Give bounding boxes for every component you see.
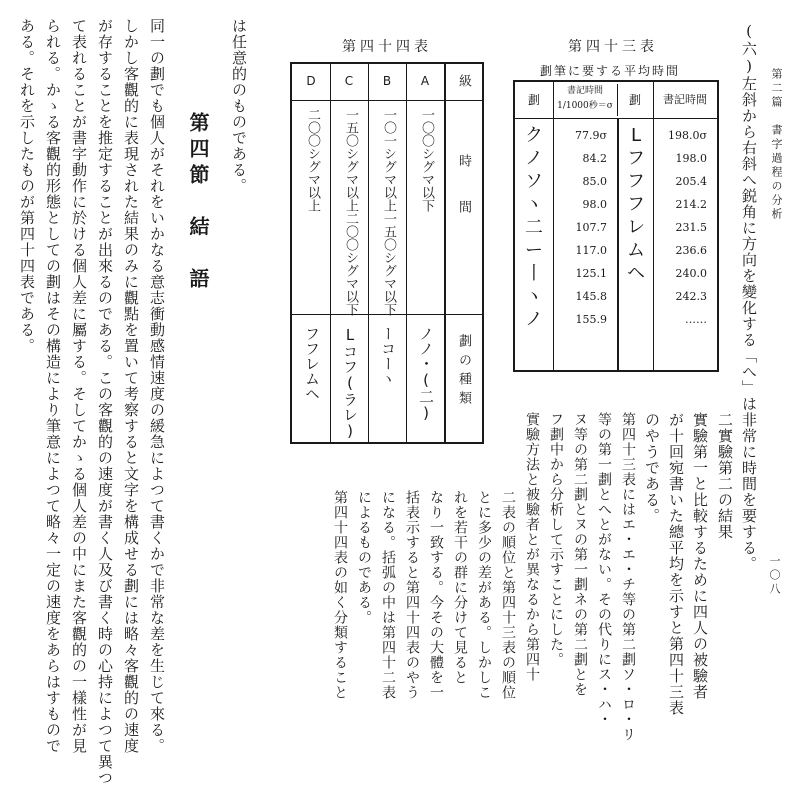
table44-grade-b: B bbox=[382, 74, 392, 88]
right-text-9: フ劃中から分析して示すことにした。 bbox=[548, 412, 564, 667]
right-text-2: 二實驗第二の結果 bbox=[716, 412, 734, 540]
table43-value: 240.0 bbox=[675, 267, 707, 280]
right-text-12: とに多少の差がある。しかしこ bbox=[476, 490, 492, 700]
right-text-5: のやうである。 bbox=[643, 412, 661, 524]
table43-value: 85.0 bbox=[582, 175, 607, 188]
table43-stroke: ム bbox=[627, 240, 645, 261]
table43-left-glyphs bbox=[515, 124, 553, 331]
table43-value: 98.0 bbox=[582, 198, 607, 211]
table44-grade-d: D bbox=[306, 74, 316, 88]
table44-time-d: 二〇〇シグマ以上 bbox=[305, 108, 320, 212]
table43-stroke: 丨 bbox=[525, 263, 543, 284]
table43-stroke: ク bbox=[525, 125, 543, 146]
right-text-1: (六)左斜から右斜へ鋭角に方向を變化する「へ」は非常に時間を要する。 bbox=[740, 22, 758, 572]
table44-time-c: 一五〇シグマ以上二〇〇シグマ以下 bbox=[343, 108, 358, 316]
table43-stroke: フ bbox=[627, 148, 645, 169]
table43-value: 84.2 bbox=[582, 152, 607, 165]
table43-value: 214.2 bbox=[675, 198, 707, 211]
table43-value: 107.7 bbox=[575, 221, 607, 234]
right-text-13: れを若干の群に分けて見ると bbox=[452, 490, 468, 685]
table43-stroke: フ bbox=[627, 194, 645, 215]
table44-grade-a: A bbox=[420, 74, 430, 88]
table44-kind-a: ノノ・(二) bbox=[417, 326, 435, 422]
table43-value: 125.1 bbox=[575, 267, 607, 280]
table43-value: …… bbox=[685, 313, 707, 326]
table43-value: 117.0 bbox=[575, 244, 607, 257]
table43-stroke: ヽ bbox=[525, 194, 543, 215]
table43-stroke: フ bbox=[627, 171, 645, 192]
table43-stroke: ー bbox=[525, 240, 543, 261]
table44-time-b: 一〇一シグマ以上一五〇シグマ以下 bbox=[381, 108, 396, 316]
left-text-6: ある。それを示したものが第四十四表である。 bbox=[18, 18, 36, 354]
table43-h4: 書記時間 bbox=[663, 93, 707, 106]
table43-h3: 劃 bbox=[617, 82, 654, 118]
left-text-4: て表れることが書字動作に於ける個人差に屬する。そしてかゝる個人差の中にまた客觀的の一樣性が見 bbox=[70, 18, 88, 754]
right-text-15: 括表示すると第四十四表のやう bbox=[404, 490, 420, 700]
table43-stroke: レ bbox=[627, 217, 645, 238]
table43-value: 236.6 bbox=[675, 244, 707, 257]
table44-title: 第四十四表 bbox=[342, 39, 432, 55]
table43-value: 77.9σ bbox=[574, 129, 607, 142]
table44-kind-b: ーコーヽ bbox=[379, 326, 397, 386]
table43-h2 bbox=[553, 84, 618, 116]
mid-text: は任意的のものである。 bbox=[230, 18, 248, 194]
table44-h-grade: 級 bbox=[456, 74, 471, 87]
table44-kind-c: Lコフ(ラレ) bbox=[341, 326, 359, 440]
table43-stroke: ヘ bbox=[627, 263, 645, 284]
table43-stroke: ソ bbox=[525, 171, 543, 192]
table43-right-values bbox=[653, 124, 717, 331]
table43-right-glyphs bbox=[619, 124, 653, 331]
right-text-6: 第四十三表にはエ・エ・チ等の第二劃ソ・ロ・リ bbox=[620, 412, 636, 742]
table44-kind-d: フフレムヘ bbox=[303, 326, 321, 401]
table43-value: 205.4 bbox=[675, 175, 707, 188]
running-header: 第二篇 書字過程の分析 bbox=[770, 68, 783, 222]
table44-h-kind: 劃の種類 bbox=[456, 334, 471, 410]
left-text-5: られる。かゝる客觀的形態としての劃はその構造により筆意によつて略々一定の速度をあらはすもので bbox=[44, 18, 62, 754]
right-text-7: 等の第一劃とへとがない。その代りにス・ハ・ bbox=[596, 412, 612, 727]
right-text-14: なり一致する。今その大體を一 bbox=[428, 490, 444, 700]
right-text-10: 實驗方法と被驗者とが異なるから第四十 bbox=[524, 412, 540, 682]
right-text-18: 第四十四表の如く分類すること bbox=[332, 490, 348, 700]
table43-value: 198.0σ bbox=[668, 129, 707, 142]
table43-value: 155.9 bbox=[575, 313, 607, 326]
left-text-2: しかし客觀的に表現された結果のみに觀點を置いて考察すると文字を構成せる劃には略々客觀的の速度 bbox=[122, 18, 140, 754]
table43-stroke bbox=[619, 308, 653, 331]
right-text-17: によるものである。 bbox=[356, 490, 372, 625]
table43-stroke: ヽ bbox=[525, 286, 543, 307]
table43-stroke: L bbox=[630, 125, 642, 146]
right-text-16: になる。括弧の中は第四十二表 bbox=[380, 490, 396, 700]
right-text-3: 實驗第一と比較するために四人の被驗者 bbox=[691, 412, 709, 700]
left-text-3: が存することを推定することが出來るのである。この客觀的の速度が書く人及び書く時の心持によつて異つ bbox=[96, 18, 114, 786]
table43-subtitle: 劃筆に要する平均時間 bbox=[540, 64, 681, 78]
table43-stroke: ノ bbox=[525, 148, 543, 169]
table43 bbox=[513, 80, 719, 372]
right-text-8: ヌ等の第二劃とヌの第一劃ネの第二劃とを bbox=[572, 412, 588, 697]
table44 bbox=[290, 62, 484, 444]
table44-time-a: 一〇〇シグマ以下 bbox=[419, 108, 434, 212]
table43-value: 242.3 bbox=[675, 290, 707, 303]
table43-stroke bbox=[619, 285, 653, 308]
table44-h-time: 時 間 bbox=[456, 154, 471, 223]
page-number: 一〇八 bbox=[768, 555, 781, 597]
right-text-11: 二表の順位と第四十三表の順位 bbox=[500, 490, 516, 700]
table43-title: 第四十三表 bbox=[568, 39, 658, 55]
table44-grade-c: C bbox=[344, 74, 354, 88]
left-text-1: 同一の劃でも個人がそれをいかなる意志衝動感情速度の緩急によつて書くかで非常な差を生じて來る。 bbox=[148, 18, 166, 754]
right-text-4: が十回宛書いた總平均を示すと第四十三表 bbox=[667, 412, 685, 716]
table43-stroke: ノ bbox=[525, 309, 543, 330]
table43-left-values bbox=[553, 124, 617, 331]
table43-stroke: 二 bbox=[525, 217, 543, 238]
table43-value: 231.5 bbox=[675, 221, 707, 234]
section-title: 第四節 結 語 bbox=[186, 112, 210, 294]
table43-value: 198.0 bbox=[675, 152, 707, 165]
table43-value: 145.8 bbox=[575, 290, 607, 303]
table43-h1: 劃 bbox=[515, 82, 554, 118]
table43-header bbox=[515, 82, 717, 119]
table43-h2-top: 書記時間 bbox=[566, 86, 603, 96]
table43-h2-unit: 1/1000秒＝σ bbox=[557, 101, 613, 111]
